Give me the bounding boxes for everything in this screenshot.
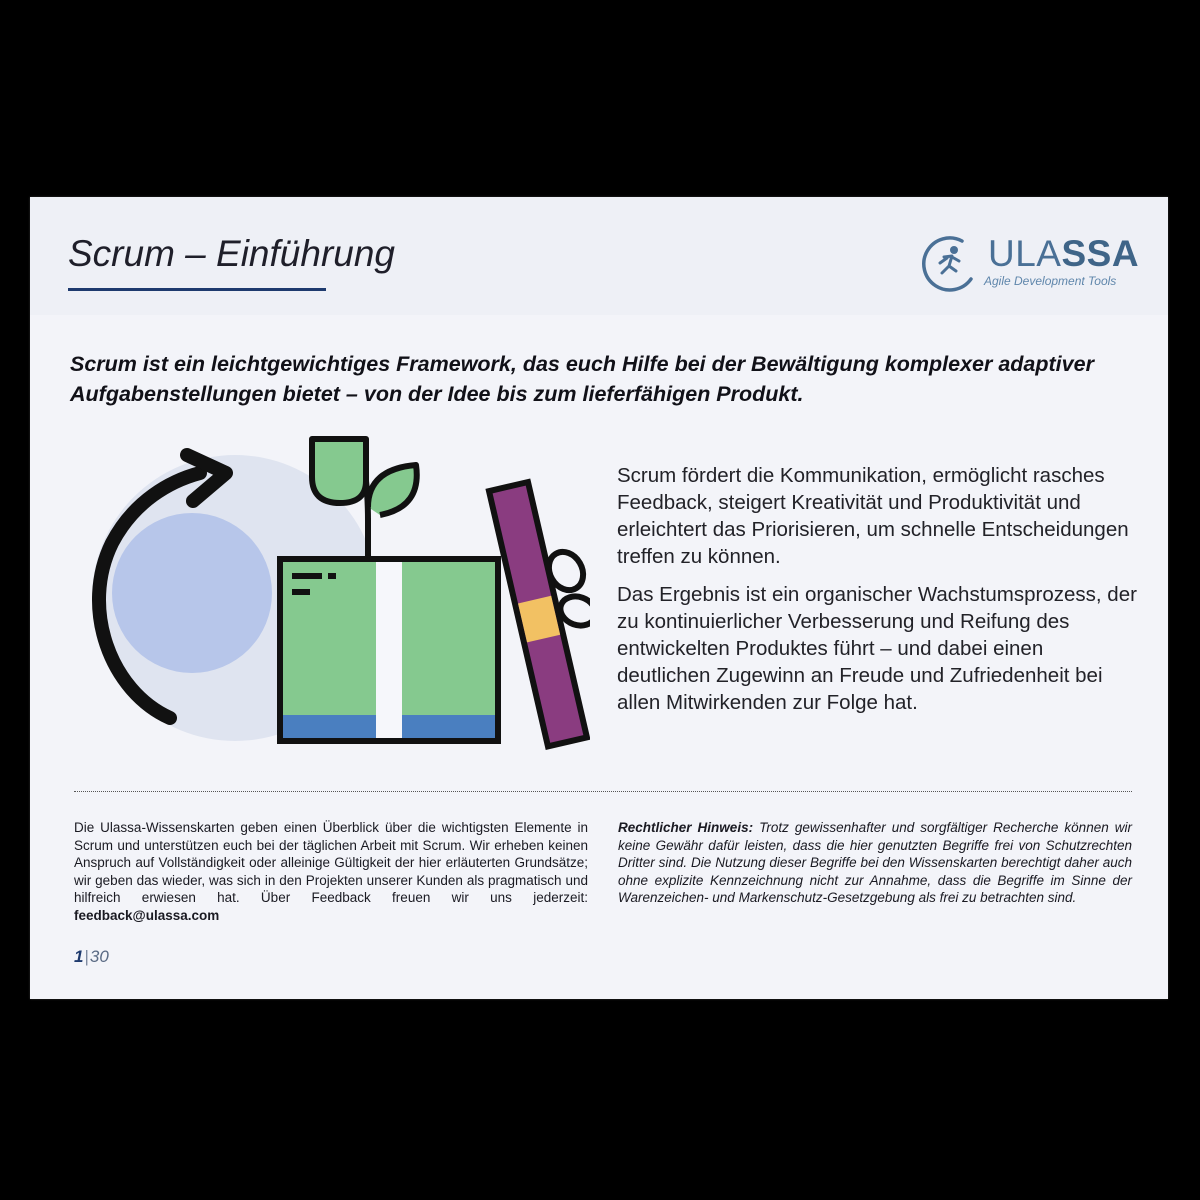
- logo-name-bold: SSA: [1061, 233, 1140, 274]
- runner-logo-icon: [918, 233, 980, 295]
- page-current: 1: [74, 947, 84, 966]
- title-underline: [68, 288, 326, 291]
- gift-box-icon: [280, 559, 498, 741]
- body-paragraph-1: Scrum fördert die Kommunikation, ermöglicht rasches Feedback, steigert Kreativität und Produktivität und erleichtert das Priorisieren, um schnelle Entscheidungen treffen zu können.: [617, 464, 1129, 568]
- legal-notice-text: Trotz gewissenhafter und sorgfältiger Recherche können wir keine Gewähr dafür leisten, dass die hier genutzten Begriffe frei von Schutzrechten Dritter sind. Die Nutzung dieser Begriffe bei den Wissenskarten berechtigt daher auch ohne explizite Kennzeichnung nicht zur Annahme, dass die Begriffe im Sinne der Warenzeichen- und Markenschutz-Gesetzgebung als frei zu betrachten sind.: [618, 820, 1132, 905]
- feedback-email: feedback@ulassa.com: [74, 907, 220, 923]
- dotted-divider: [74, 791, 1132, 792]
- growth-gift-illustration: [70, 433, 590, 753]
- background-circle: [112, 513, 272, 673]
- body-paragraph-2: Das Ergebnis ist ein organischer Wachstumsprozess, der zu kontinuierlicher Verbesserung und Reifung des entwickelten Produktes führt – und dabei einen deutlichen Zugewinn an Freude und Zufriedenheit bei allen Mitwirkenden zur Folge hat.: [617, 583, 1137, 714]
- legal-notice: [618, 819, 1132, 907]
- page-separator: |: [84, 947, 89, 966]
- logo-wordmark: [988, 233, 1139, 275]
- knowledge-card: [30, 197, 1168, 999]
- logo-tagline: Agile Development Tools: [984, 274, 1117, 288]
- lead-statement: Scrum ist ein leichtgewichtiges Framework, das euch Hilfe bei der Bewältigung komplexer adaptiver Aufgabenstellungen bietet – von der Idee bis zum lieferfähigen Produkt.: [70, 352, 1094, 406]
- ulassa-logo: [918, 233, 1140, 295]
- footer-info-text: Die Ulassa-Wissenskarten geben einen Überblick über die wichtigsten Elemente in Scrum und unterstützen euch bei der täglichen Arbeit mit Scrum. Wir erheben keinen Anspruch auf Vollständigkeit oder alleinige Gültigkeit der hier erläuterten Grundsätze; wir geben das wieder, was sich in den Projekten unserer Kunden als pragmatisch und hilfreich erwiesen hat. Über Feedback freuen wir uns jederzeit:: [74, 820, 588, 905]
- card-title: Scrum – Einführung: [68, 233, 396, 274]
- page-number: [74, 947, 109, 967]
- footer-info: [74, 819, 588, 924]
- logo-name-light: ULA: [988, 233, 1062, 274]
- page-total: 30: [89, 947, 109, 966]
- body-text: [617, 462, 1137, 727]
- legal-notice-label: Rechtlicher Hinweis:: [618, 820, 754, 835]
